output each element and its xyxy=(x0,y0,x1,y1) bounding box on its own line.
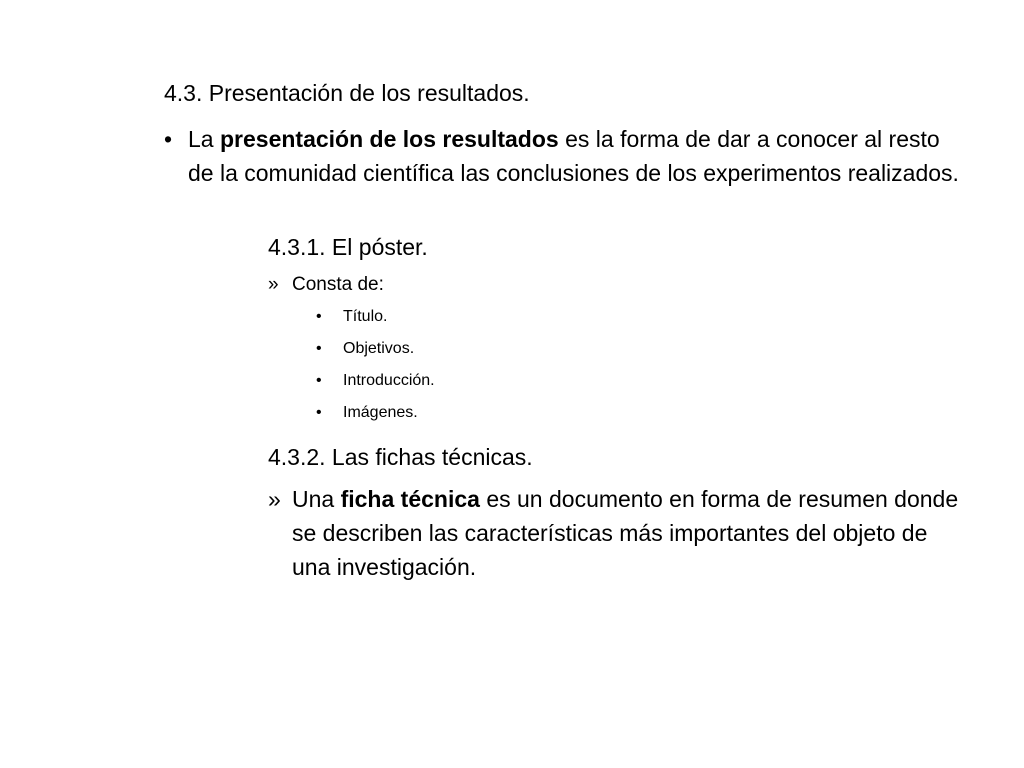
poster-items-list xyxy=(316,307,435,435)
raquo-marker: » xyxy=(268,486,281,512)
intro-text-post: es la forma de dar a conocer al resto de la comunidad científica las conclusiones de los experimentos realizados. xyxy=(188,126,959,186)
list-item xyxy=(316,371,435,403)
list-item-text: Introducción. xyxy=(343,372,435,389)
fichas-text-post: es un documento en forma de resumen donde se describen las características más importantes del objeto de una investigación. xyxy=(292,486,959,580)
list-item-text: Objetivos. xyxy=(343,340,415,357)
list-item xyxy=(316,339,435,371)
poster-consta-line xyxy=(268,272,384,298)
intro-text xyxy=(188,122,964,190)
fichas-text-pre: Una xyxy=(292,486,341,512)
list-item-text: Imágenes. xyxy=(343,404,418,421)
intro-bullet xyxy=(164,122,964,190)
fichas-text xyxy=(292,482,968,584)
raquo-marker: » xyxy=(268,274,279,295)
bullet-marker: • xyxy=(164,126,173,152)
intro-text-pre: La xyxy=(188,126,220,152)
section-heading: 4.3. Presentación de los resultados. xyxy=(164,80,530,106)
bullet-marker: • xyxy=(316,404,322,421)
bullet-marker: • xyxy=(316,340,322,357)
list-item xyxy=(316,307,435,339)
fichas-text-bold: ficha técnica xyxy=(340,486,480,512)
list-item xyxy=(316,403,435,435)
poster-heading: 4.3.1. El póster. xyxy=(268,234,428,260)
bullet-marker: • xyxy=(316,372,322,389)
fichas-heading: 4.3.2. Las fichas técnicas. xyxy=(268,444,533,470)
consta-text: Consta de: xyxy=(292,274,384,295)
intro-text-bold: presentación de los resultados xyxy=(219,126,559,152)
bullet-marker: • xyxy=(316,308,322,325)
list-item-text: Título. xyxy=(343,308,388,325)
fichas-definition-line xyxy=(268,482,968,584)
